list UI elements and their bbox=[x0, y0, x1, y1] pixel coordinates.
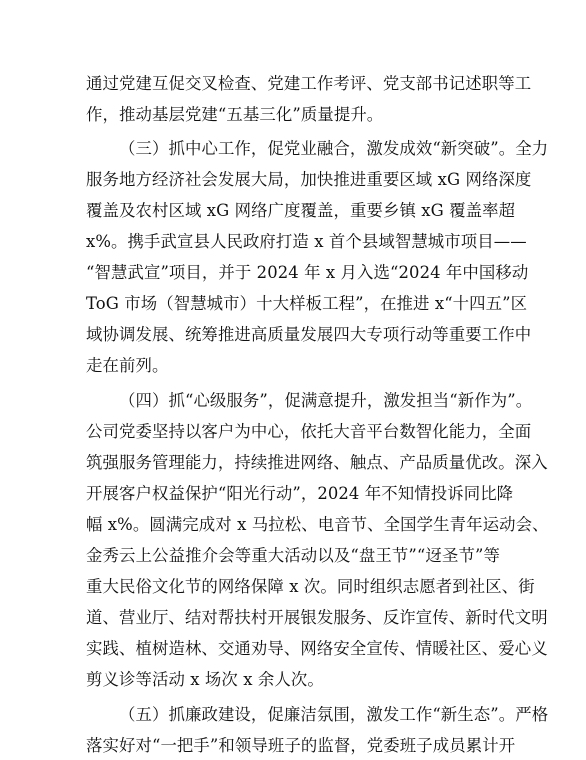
body-text-line: 域协调发展、统筹推进高质量发展四大专项行动等重要工作中 bbox=[86, 325, 532, 344]
body-text-line: 落实好对“一把手”和领导班子的监督，党委班子成员累计开 bbox=[86, 736, 516, 755]
body-text-line: 作，推动基层党建“五基三化”质量提升。 bbox=[86, 105, 384, 124]
body-text-line: 剪义诊等活动 x 场次 x 余人次。 bbox=[86, 670, 324, 689]
body-text-line: x%。携手武宣县人民政府打造 x 首个县域智慧城市项目—— bbox=[86, 232, 527, 251]
body-text-line: 服务地方经济社会发展大局，加快推进重要区域 xG 网络深度 bbox=[86, 170, 532, 189]
body-text-line: ToG 市场（智慧城市）十大样板工程”，在推进 x“十四五”区 bbox=[86, 294, 528, 313]
section-heading-4: （四）抓“心级服务”，促满意提升，激发担当“新作为”。 bbox=[119, 391, 533, 410]
body-text-line: 幅 x%。圆满完成对 x 马拉松、电音节、全国学生青年运动会、 bbox=[86, 515, 549, 534]
body-text-line: 覆盖及农村区域 xG 网络广度覆盖，重要乡镇 xG 覆盖率超 bbox=[86, 201, 516, 220]
body-text-line: 重大民俗文化节的网络保障 x 次。同时组织志愿者到社区、街 bbox=[86, 577, 535, 596]
body-text-line: 开展客户权益保护“阳光行动”，2024 年不知情投诉同比降 bbox=[86, 484, 514, 503]
body-text-line: “智慧武宣”项目，并于 2024 年 x 月入选“2024 年中国移动 bbox=[86, 263, 529, 282]
body-text-line: 公司党委坚持以客户为中心，依托大音平台数智化能力，全面 bbox=[86, 422, 532, 441]
body-text-line: 走在前列。 bbox=[86, 356, 169, 375]
body-text-line: 金秀云上公益推介会等重大活动以及“盘王节”“迓圣节”等 bbox=[86, 546, 500, 565]
body-text-line: 筑强服务管理能力，持续推进网络、触点、产品质量优改。深入 bbox=[86, 453, 548, 472]
section-heading-5: （五）抓廉政建设，促廉洁氛围，激发工作“新生态”。严格 bbox=[119, 705, 549, 724]
body-text-line: 道、营业厅、结对帮扶村开展银发服务、反诈宣传、新时代文明 bbox=[86, 608, 548, 627]
section-heading-3: （三）抓中心工作，促党业融合，激发成效“新突破”。全力 bbox=[119, 139, 549, 158]
body-text-line: 实践、植树造林、交通劝导、网络安全宣传、情暖社区、爱心义 bbox=[86, 639, 548, 658]
body-text-line: 通过党建互促交叉检查、党建工作考评、党支部书记述职等工 bbox=[86, 74, 532, 93]
